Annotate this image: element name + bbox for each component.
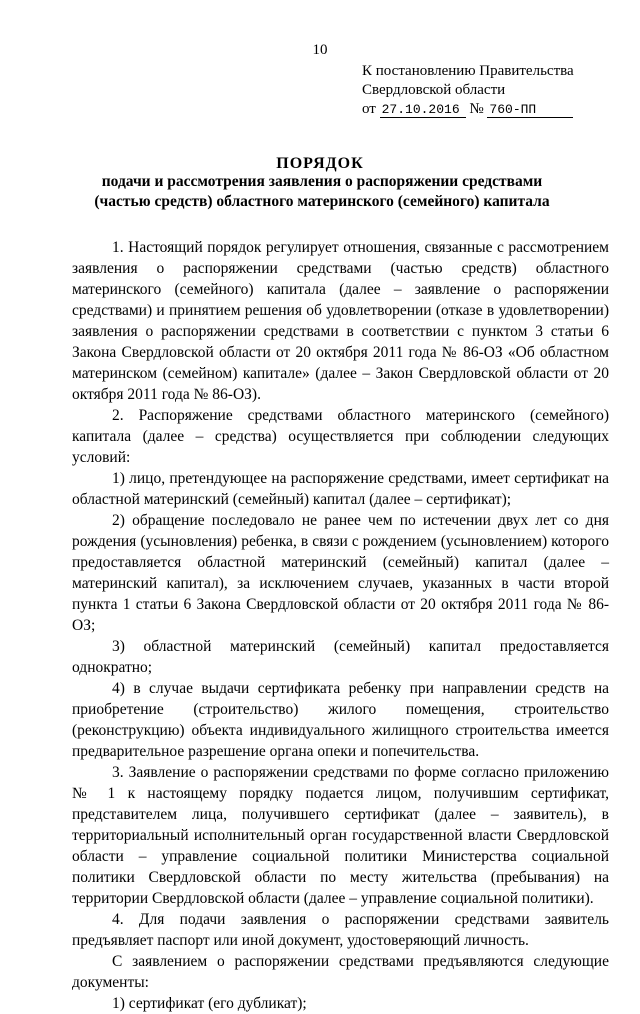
paragraph: С заявлением о распоряжении средствами предъявляются следующие документы: (72, 953, 609, 991)
paragraph: 1) лицо, претендующее на распоряжение средствами, имеет сертификат на областной материнский (семейный) капитал (далее – сертификат); (72, 470, 609, 508)
paragraph: 1. Настоящий порядок регулирует отношения, связанные с рассмотрением заявления о распоряжении средствами (частью средств) областного материнского (семейного) капитала (далее – заявление о распоряжении средствами) и принятием решения об удовлетворении (отказе в удовлетворении) заявления о распоряжении средствами в соответствии с пунктом 3 статьи 6 Закона Свердловской области от 20 октября 2011 года № 86-ОЗ «Об областном материнском (семейном) капитале» (далее – Закон Свердловской области от 20 октября 2011 года № 86-ОЗ). (72, 239, 609, 403)
paragraph: 3) областной материнский (семейный) капитал предоставляется однократно; (72, 638, 609, 676)
page-number: 10 (312, 42, 328, 58)
paragraph: 1) сертификат (его дубликат); (112, 995, 307, 1012)
document-subtitle: подачи и рассмотрения заявления о распоряжении средствами (частью средств) областного материнского (семейного) капитала (94, 173, 550, 210)
approval-number-sign: № (469, 101, 484, 117)
paragraph: 3. Заявление о распоряжении средствами по форме согласно приложению № 1 к настоящему порядку подается лицом, получившим сертификат, представителем лица, получившего сертификат (далее – заявитель), в территориальный исполнительный орган государственной власти Свердловской области – управление социальной политики Министерства социальной политики Свердловской области по месту жительства (пребывания) на территории Свердловской области (далее – управление социальной политики). (72, 764, 609, 907)
approval-date-line (362, 100, 632, 119)
approval-number: 760-ПП (487, 102, 573, 118)
paragraph: 2. Распоряжение средствами областного материнского (семейного) капитала (далее – средства) осуществляется при соблюдении следующих условий: (72, 407, 609, 466)
paragraph: 4. Для подачи заявления о распоряжении средствами заявитель предъявляет паспорт или иной документ, удостоверяющий личность. (72, 911, 609, 949)
document-title: ПОРЯДОК (276, 155, 364, 172)
approval-date: 27.10.2016 (380, 102, 466, 118)
document-body (72, 237, 609, 1014)
approval-line-2: Свердловской области (362, 82, 506, 98)
approval-block (362, 62, 632, 119)
paragraph: 2) обращение последовало не ранее чем по истечении двух лет со дня рождения (усыновления) ребенка, в связи с рождением (усыновлением) которого предоставляется областной материнский (семейный) капитал (далее – материнский капитал), за исключением случаев, указанных в части второй пункта 1 статьи 6 Закона Свердловской области от 20 октября 2011 года № 86-ОЗ; (72, 512, 609, 634)
approval-prefix: от (362, 101, 376, 117)
approval-line-1: К постановлению Правительства (362, 63, 574, 79)
paragraph: 4) в случае выдачи сертификата ребенку при направлении средств на приобретение (строительство) жилого помещения, строительство (реконструкцию) объекта индивидуального жилищного строительства имеется предварительное разрешение органа опеки и попечительства. (72, 680, 609, 760)
